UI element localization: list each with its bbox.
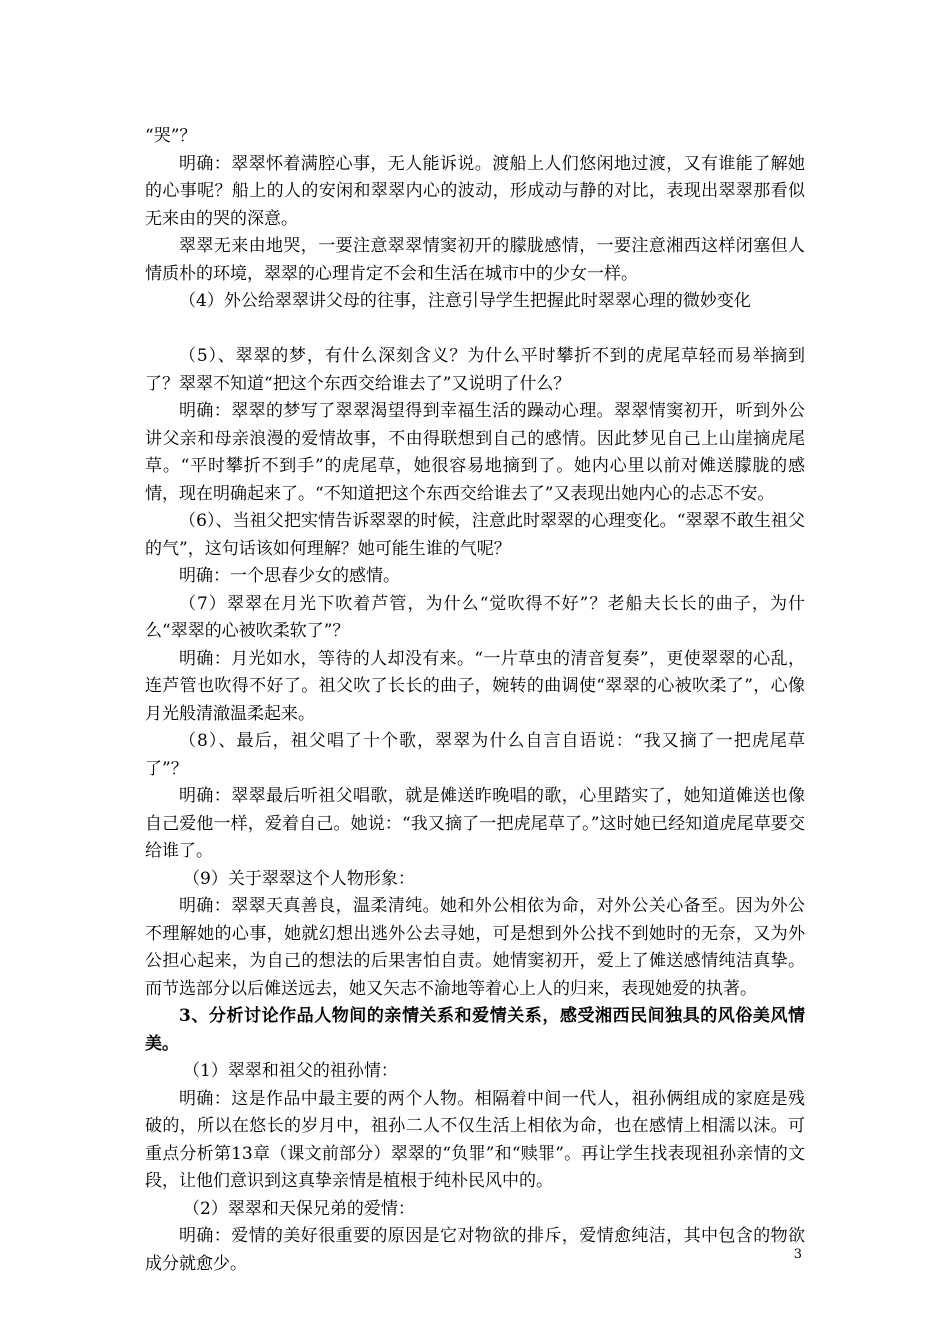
paragraph-question-7: （7）翠翠在月光下吹着芦管，为什么“觉吹得不好”？老船夫长长的曲子，为什么“翠翠的心被吹柔软了”？ (145, 593, 805, 641)
paragraph-question-6: （6）、当祖父把实情告诉翠翠的时候，注意此时翠翠的心理变化。“翠翠不敢生祖父的气”，这句话该如何理解？她可能生谁的气呢？ (145, 511, 805, 559)
paragraph-question-8: （8）、最后，祖父唱了十个歌，翠翠为什么自言自语说：“我又摘了一把虎尾草了”？ (145, 731, 805, 779)
paragraph-answer-7: 明确：月光如水，等待的人却没有来。“一片草虫的清音复奏”，更使翠翠的心乱，连芦管也吹得不好了。祖父吹了长长的曲子，婉转的曲调使“翠翠的心被吹柔了”，心像月光般清澈温柔起来。 (145, 648, 805, 724)
paragraph-cry-analysis: 翠翠无来由地哭，一要注意翠翠情窦初开的朦胧感情，一要注意湘西这样闭塞但人情质朴的环境，翠翠的心理肯定不会和生活在城市中的少女一样。 (145, 236, 805, 284)
paragraph-question-4: （4）外公给翠翠讲父母的往事，注意引导学生把握此时翠翠心理的微妙变化 (179, 291, 751, 311)
paragraph-answer-grandfather: 明确：这是作品中最主要的两个人物。相隔着中间一代人，祖孙俩组成的家庭是残破的，所以在悠长的岁月中，祖孙二人不仅生活上相依为命，也在感情上相濡以沫。可重点分析第13章（课文前部分）翠翠的“负罪”和“赎罪”。再让学生找表现祖孙亲情的文段，让他们意识到这真挚亲情是植根于纯朴民风中的。 (145, 1088, 805, 1191)
paragraph-subheading-1: （1）翠翠和祖父的祖孙情： (183, 1061, 398, 1081)
blank-line (145, 316, 805, 344)
page-number: 3 (793, 1247, 802, 1262)
section-heading-3: 3、分析讨论作品人物间的亲情关系和爱情关系，感受湘西民间独具的风俗美风情美。 (145, 1006, 805, 1054)
paragraph-question-5: （5）、翠翠的梦，有什么深刻含义？为什么平时攀折不到的虎尾草轻而易举摘到了？翠翠不知道“把这个东西交给谁去了”又说明了什么？ (145, 346, 805, 394)
paragraph-subheading-2: （2）翠翠和天保兄弟的爱情： (183, 1198, 415, 1219)
paragraph-answer-9: 明确：翠翠天真善良，温柔清纯。她和外公相依为命，对外公关心备至。因为外公不理解她的心事，她就幻想出逃外公去寻她，可是想到外公找不到她时的无奈，又为外公担心起来，为自己的想法的后果害怕自责。她情窦初开，爱上了傩送感情纯洁真挚。而节选部分以后傩送远去，她又矢志不渝地等着心上人的归来，表现她爱的执著。 (145, 896, 805, 999)
paragraph-answer-6: 明确：一个思春少女的感情。 (179, 566, 400, 586)
paragraph-answer-cry: 明确：翠翠怀着满腔心事，无人能诉说。渡船上人们悠闲地过渡，又有谁能了解她的心事呢？船上的人的安闲和翠翠内心的波动，形成动与静的对比，表现出翠翠那看似无来由的哭的深意。 (145, 153, 805, 229)
paragraph-cry-question-end: “哭”？ (145, 126, 197, 146)
paragraph-answer-5: 明确：翠翠的梦写了翠翠渴望得到幸福生活的躁动心理。翠翠情窦初开，听到外公讲父亲和母亲浪漫的爱情故事，不由得联想到自己的感情。因此梦见自己上山崖摘虎尾草。“平时攀折不到手”的虎尾草，她很容易地摘到了。她内心里以前对傩送朦胧的感情，现在明确起来了。“不知道把这个东西交给谁去了”又表现出她内心的忐忑不安。 (145, 401, 805, 504)
document-body (145, 123, 805, 1278)
paragraph-answer-love: 明确：爱情的美好很重要的原因是它对物欲的排斥，爱情愈纯洁，其中包含的物欲成分就愈少。 (145, 1226, 805, 1274)
paragraph-question-9: （9）关于翠翠这个人物形象： (183, 868, 415, 889)
paragraph-answer-8: 明确：翠翠最后听祖父唱歌，就是傩送昨晚唱的歌，心里踏实了，她知道傩送也像自己爱他一样，爱着自己。她说：“我又摘了一把虎尾草了。”这时她已经知道虎尾草要交给谁了。 (145, 786, 805, 861)
